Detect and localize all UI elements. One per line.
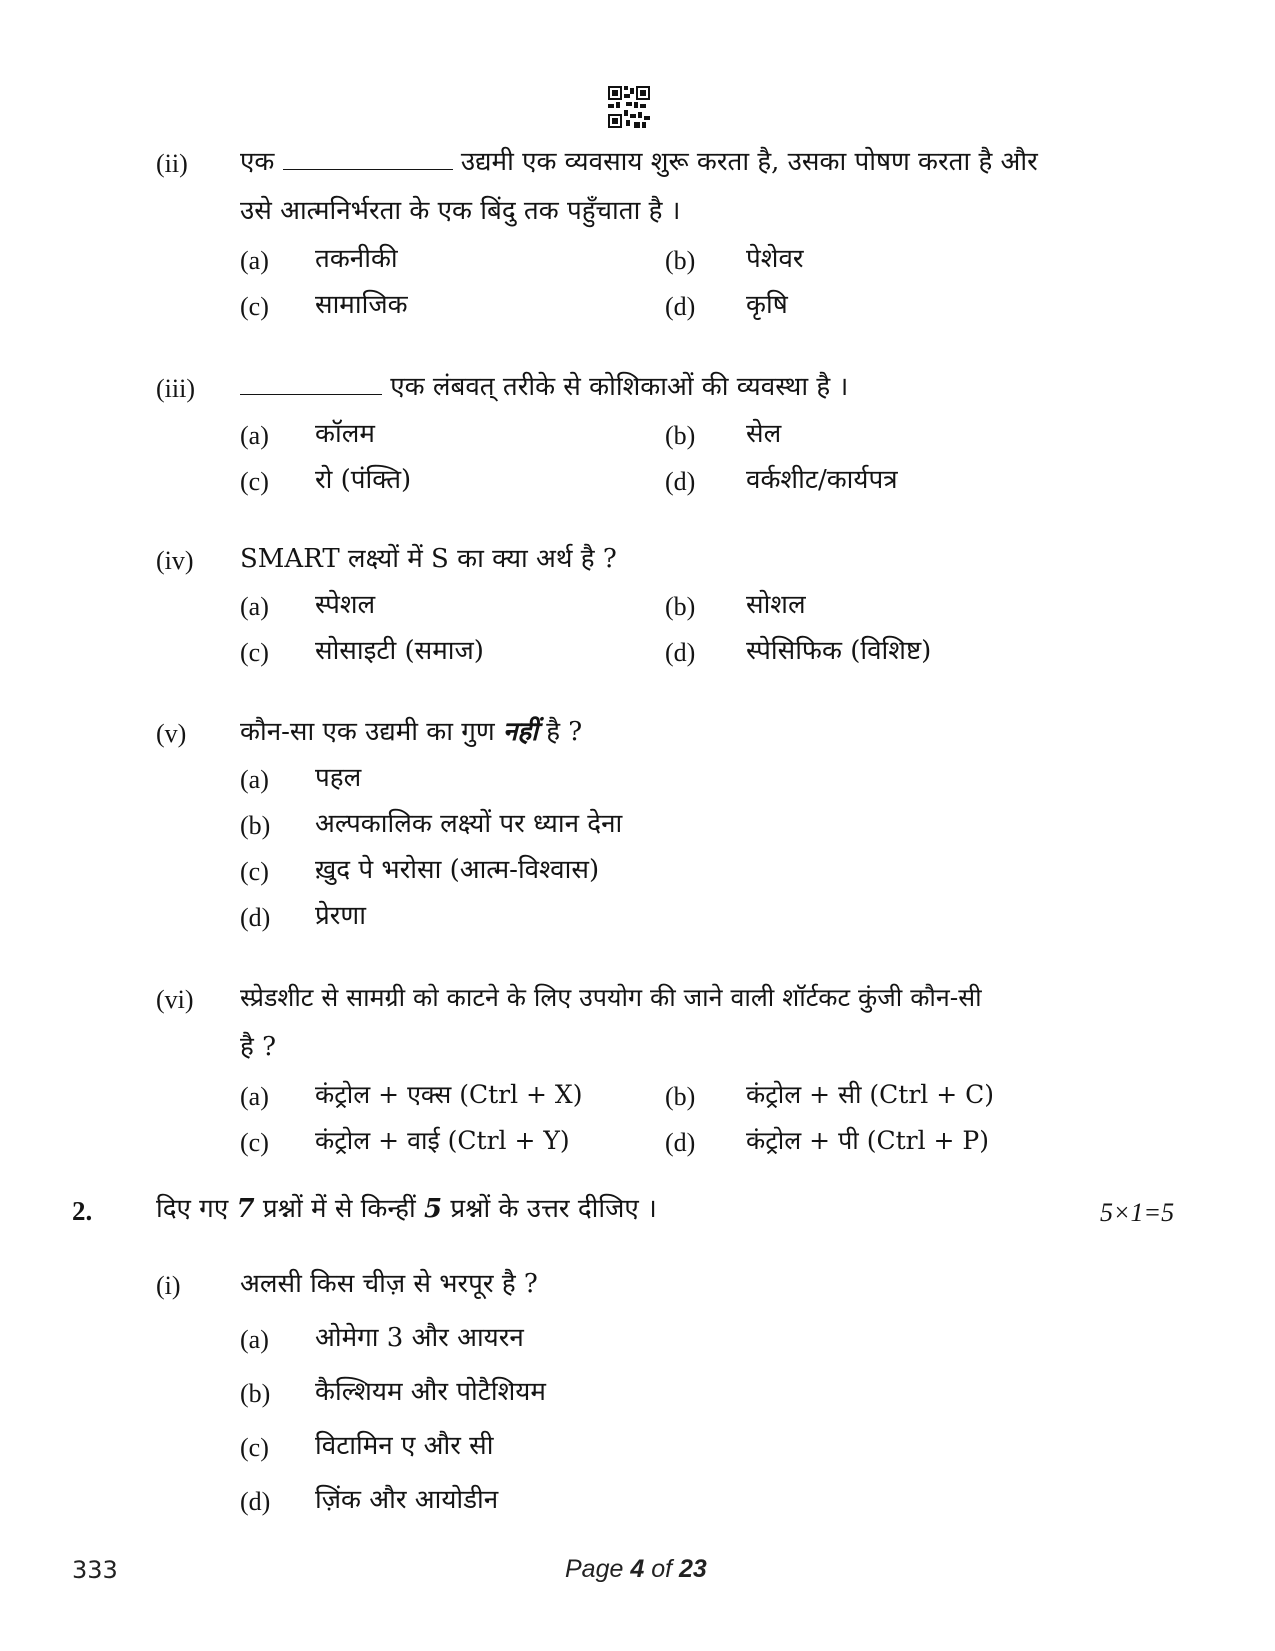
option-text: तकनीकी <box>315 244 398 274</box>
option-label: (d) <box>665 292 696 321</box>
option-text: रो (पंक्ति) <box>315 465 412 495</box>
instruction-count: 7 <box>236 1194 255 1224</box>
question-number: (iv) <box>156 546 194 575</box>
option-text: ख़ुद पे भरोसा (आत्म-विश्वास) <box>315 855 600 885</box>
question-text-continued: है ? <box>240 1032 277 1062</box>
option-label: (d) <box>240 903 271 932</box>
option-label: (d) <box>240 1487 271 1516</box>
page-prefix: Page <box>565 1555 624 1583</box>
option-text: विटामिन ए और सी <box>315 1431 494 1461</box>
option-text: प्रेरणा <box>315 901 366 931</box>
question-number: (iii) <box>156 374 195 403</box>
option-label: (a) <box>240 1082 269 1111</box>
option-label: (b) <box>665 246 696 275</box>
option-label: (c) <box>240 467 269 496</box>
option-label: (a) <box>240 592 269 621</box>
option-label: (b) <box>665 1082 696 1111</box>
option-text: स्पेसिफिक (विशिष्ट) <box>746 636 932 666</box>
marks-allocation: 5×1=5 <box>1100 1198 1175 1227</box>
option-text: सोशल <box>746 590 806 620</box>
question-text-part: कौन-सा एक उद्यमी का गुण <box>240 717 495 747</box>
option-label: (a) <box>240 246 269 275</box>
option-text: कंट्रोल + वाई (Ctrl + Y) <box>315 1126 570 1155</box>
option-text: कंट्रोल + सी (Ctrl + C) <box>746 1080 994 1109</box>
option-text: कैल्शियम और पोटैशियम <box>315 1377 546 1407</box>
page-number: 4 <box>630 1555 645 1583</box>
option-label: (d) <box>665 638 696 667</box>
option-label: (c) <box>240 1128 269 1157</box>
option-label: (d) <box>665 467 696 496</box>
option-label: (b) <box>665 421 696 450</box>
question-text <box>240 715 582 749</box>
option-text: कॉलम <box>315 419 375 449</box>
option-label: (a) <box>240 765 269 794</box>
instruction-count: 5 <box>423 1194 443 1224</box>
paper-code: 333 <box>72 1556 118 1584</box>
instruction-part: प्रश्नों के उत्तर दीजिए । <box>450 1194 657 1224</box>
question-text <box>240 145 1038 179</box>
option-text: सोसाइटी (समाज) <box>315 636 484 666</box>
option-label: (a) <box>240 421 269 450</box>
option-text: कृषि <box>746 290 788 320</box>
page-indicator <box>565 1555 707 1584</box>
option-text: कंट्रोल + एक्स (Ctrl + X) <box>315 1080 583 1109</box>
option-text: सामाजिक <box>315 290 408 320</box>
option-text: पेशेवर <box>746 244 804 274</box>
question-number: (i) <box>156 1271 181 1300</box>
question-2-number: 2. <box>72 1196 93 1226</box>
question-text-part: है ? <box>546 717 583 747</box>
option-label: (c) <box>240 1433 269 1462</box>
option-label: (c) <box>240 638 269 667</box>
option-label: (d) <box>665 1128 696 1157</box>
option-label: (c) <box>240 292 269 321</box>
option-label: (b) <box>665 592 696 621</box>
page-total: 23 <box>679 1555 707 1583</box>
question-2-instruction <box>156 1192 657 1226</box>
question-text-part: एक लंबवत् तरीके से कोशिकाओं की व्यवस्था है । <box>390 372 849 402</box>
fill-in-blank <box>283 147 453 170</box>
qr-code <box>608 86 650 128</box>
question-number: (vi) <box>156 985 194 1014</box>
option-text: ज़िंक और आयोडीन <box>315 1485 499 1515</box>
option-text: पहल <box>315 763 362 793</box>
question-text: अलसी किस चीज़ से भरपूर है ? <box>240 1269 538 1299</box>
question-text: स्प्रेडशीट से सामग्री को काटने के लिए उपयोग की जाने वाली शॉर्टकट कुंजी कौन-सी <box>240 983 982 1012</box>
emphasis-not: नहीं <box>502 717 538 747</box>
option-label: (c) <box>240 857 269 886</box>
option-text: कंट्रोल + पी (Ctrl + P) <box>746 1126 989 1155</box>
instruction-part: दिए गए <box>156 1194 229 1224</box>
question-text: SMART लक्ष्यों में S का क्या अर्थ है ? <box>240 544 617 574</box>
question-text <box>240 370 848 404</box>
question-text-part: एक <box>240 147 275 177</box>
question-text-continued: उसे आत्मनिर्भरता के एक बिंदु तक पहुँचाता है । <box>240 196 681 226</box>
page-of: of <box>651 1555 673 1583</box>
option-text: वर्कशीट/कार्यपत्र <box>746 465 898 495</box>
option-text: सेल <box>746 419 782 449</box>
question-number: (v) <box>156 719 187 748</box>
option-label: (b) <box>240 1379 271 1408</box>
option-text: ओमेगा 3 और आयरन <box>315 1323 524 1353</box>
question-number: (ii) <box>156 149 188 178</box>
option-text: अल्पकालिक लक्ष्यों पर ध्यान देना <box>315 809 623 839</box>
fill-in-blank <box>240 372 382 395</box>
question-text-part: उद्यमी एक व्यवसाय शुरू करता है, उसका पोषण करता है और <box>460 147 1038 177</box>
option-label: (b) <box>240 811 271 840</box>
option-text: स्पेशल <box>315 590 376 620</box>
instruction-part: प्रश्नों में से किन्हीं <box>262 1194 416 1224</box>
option-label: (a) <box>240 1325 269 1354</box>
